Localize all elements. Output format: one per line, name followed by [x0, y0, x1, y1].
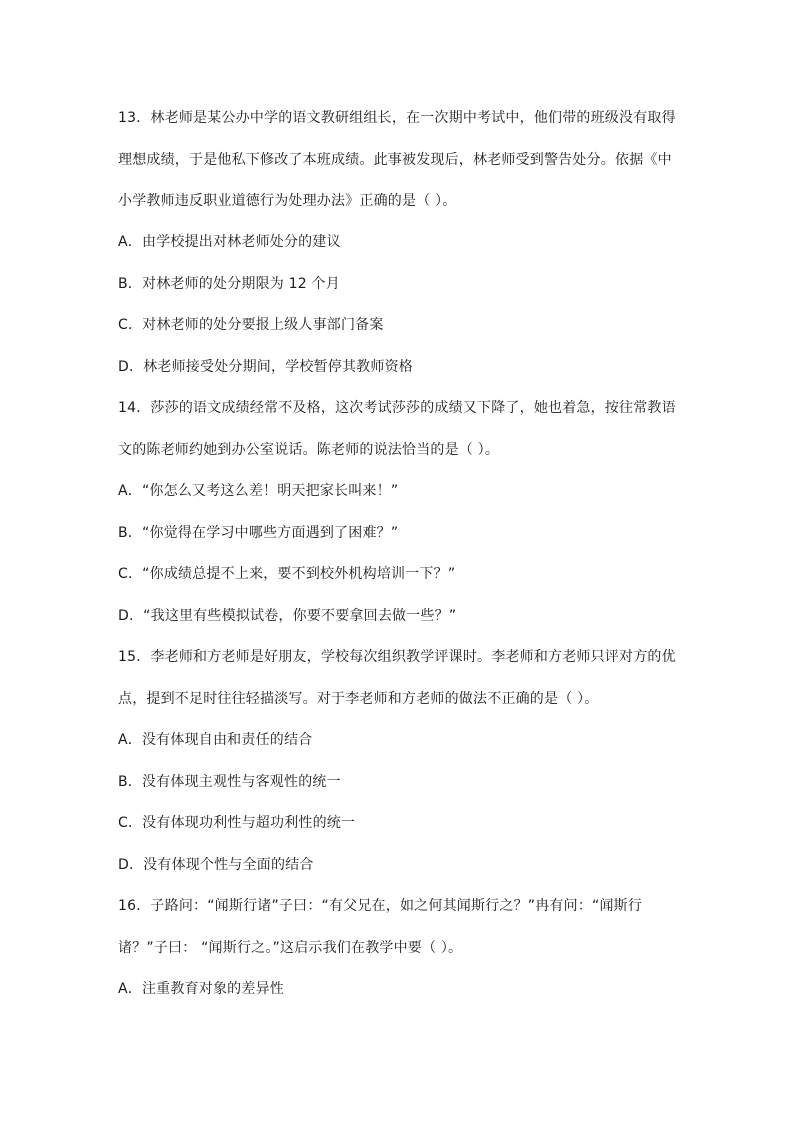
question-stem-line: 13．林老师是某公办中学的语文教研组组长，在一次期中考试中，他们带的班级没有取得	[118, 110, 676, 126]
question-stem-line: 14．莎莎的语文成绩经常不及格，这次考试莎莎的成绩又下降了，她也着急，按往常教语	[118, 400, 676, 416]
option-c: C．对林老师的处分要报上级人事部门备案	[118, 317, 384, 333]
option-a: A．“你怎么又考这么差！明天把家长叫来！”	[118, 483, 399, 499]
question-stem-line: 诸？”子曰： “闻斯行之。”这启示我们在教学中要（ ）。	[118, 940, 463, 956]
option-d: D．“我这里有些模拟试卷，你要不要拿回去做一些？”	[118, 608, 457, 624]
question-stem-line: 理想成绩，于是他私下修改了本班成绩。此事被发现后，林老师受到警告处分。依据《中	[118, 152, 672, 168]
option-b: B．对林老师的处分期限为 12 个月	[118, 276, 340, 292]
option-b: B．没有体现主观性与客观性的统一	[118, 774, 341, 790]
option-c: C．没有体现功利性与超功利性的统一	[118, 815, 356, 831]
option-a: A．注重教育对象的差异性	[118, 981, 284, 997]
question-stem-line: 点，提到不足时往往轻描淡写。对于李老师和方老师的做法不正确的是（ ）。	[118, 691, 599, 707]
option-d: D．林老师接受处分期间，学校暂停其教师资格	[118, 359, 413, 375]
option-d: D．没有体现个性与全面的结合	[118, 857, 314, 873]
question-stem-line: 16．子路问：“闻斯行诸”子曰：“有父兄在，如之何其闻斯行之？”冉有问：“闻斯行	[118, 898, 643, 914]
question-stem-line: 小学教师违反职业道德行为处理办法》正确的是（ ）。	[118, 193, 457, 209]
option-a: A．由学校提出对林老师处分的建议	[118, 234, 341, 250]
question-stem-line: 15．李老师和方老师是好朋友，学校每次组织教学评课时。李老师和方老师只评对方的优	[118, 649, 676, 665]
option-a: A．没有体现自由和责任的结合	[118, 732, 313, 748]
option-c: C．“你成绩总提不上来，要不到校外机构培训一下？”	[118, 566, 456, 582]
question-stem-line: 文的陈老师约她到办公室说话。陈老师的说法恰当的是（ ）。	[118, 442, 500, 458]
option-b: B．“你觉得在学习中哪些方面遇到了困难？”	[118, 525, 399, 541]
